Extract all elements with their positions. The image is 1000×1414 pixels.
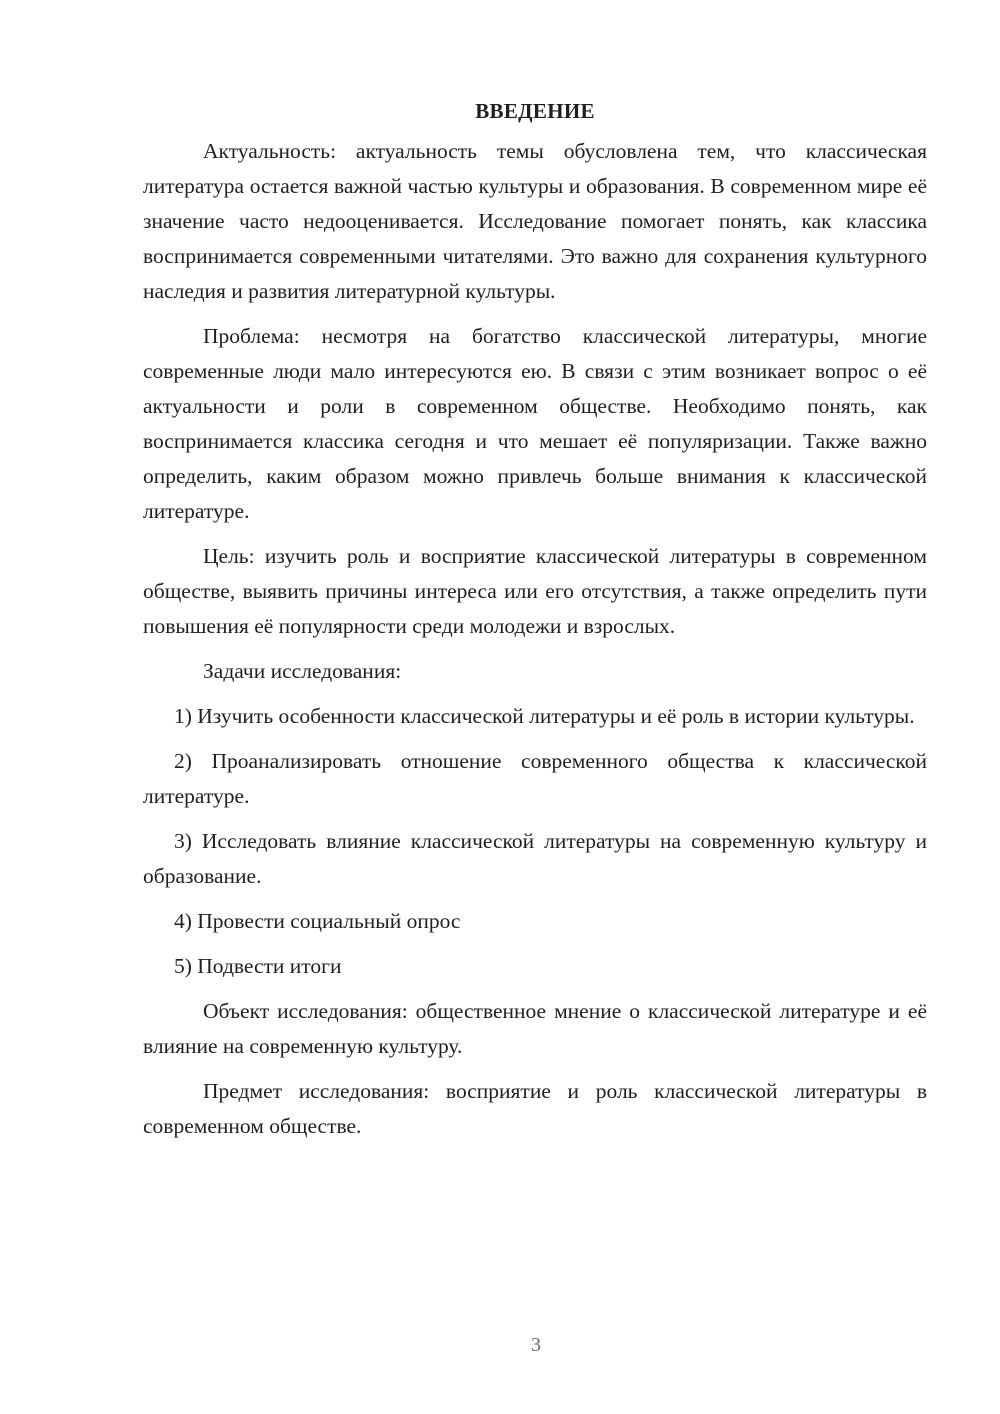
task-item: 1) Изучить особенности классической литературы и её роль в истории культуры.: [174, 704, 915, 728]
goal-paragraph: Цель: изучить роль и восприятие классической литературы в современном обществе, выявить причины интереса или его отсутствия, а также определить пути повышения её популярности среди молодежи и взрослых.: [143, 544, 927, 638]
task-item: 2) Проанализировать отношение современного общества к классической литературе.: [143, 749, 927, 808]
problem-paragraph: Проблема: несмотря на богатство классической литературы, многие современные люди мало интересуются ею. В связи с этим возникает вопрос о её актуальности и роли в современном обществе. Необходимо понять, как воспринимается классика сегодня и что мешает её популяризации. Также важно определить, каким образом можно привлечь больше внимания к классической литературе.: [143, 324, 927, 523]
task-item: 3) Исследовать влияние классической литературы на современную культуру и образование.: [143, 829, 927, 888]
tasks-heading: Задачи исследования:: [203, 659, 402, 683]
research-object-paragraph: Объект исследования: общественное мнение о классической литературе и её влияние на современную культуру.: [143, 999, 927, 1058]
document-page: [143, 96, 927, 1154]
relevance-paragraph: Актуальность: актуальность темы обусловлена тем, что классическая литература остается важной частью культуры и образования. В современном мире её значение часто недооценивается. Исследование помогает понять, как классика воспринимается современными читателями. Это важно для сохранения культурного наследия и развития литературной культуры.: [143, 139, 927, 303]
research-subject-paragraph: Предмет исследования: восприятие и роль классической литературы в современном обществе.: [143, 1079, 927, 1138]
section-heading: ВВЕДЕНИЕ: [475, 99, 595, 123]
task-item: 4) Провести социальный опрос: [174, 909, 461, 933]
page-number: 3: [531, 1334, 541, 1356]
task-item: 5) Подвести итоги: [174, 954, 342, 978]
